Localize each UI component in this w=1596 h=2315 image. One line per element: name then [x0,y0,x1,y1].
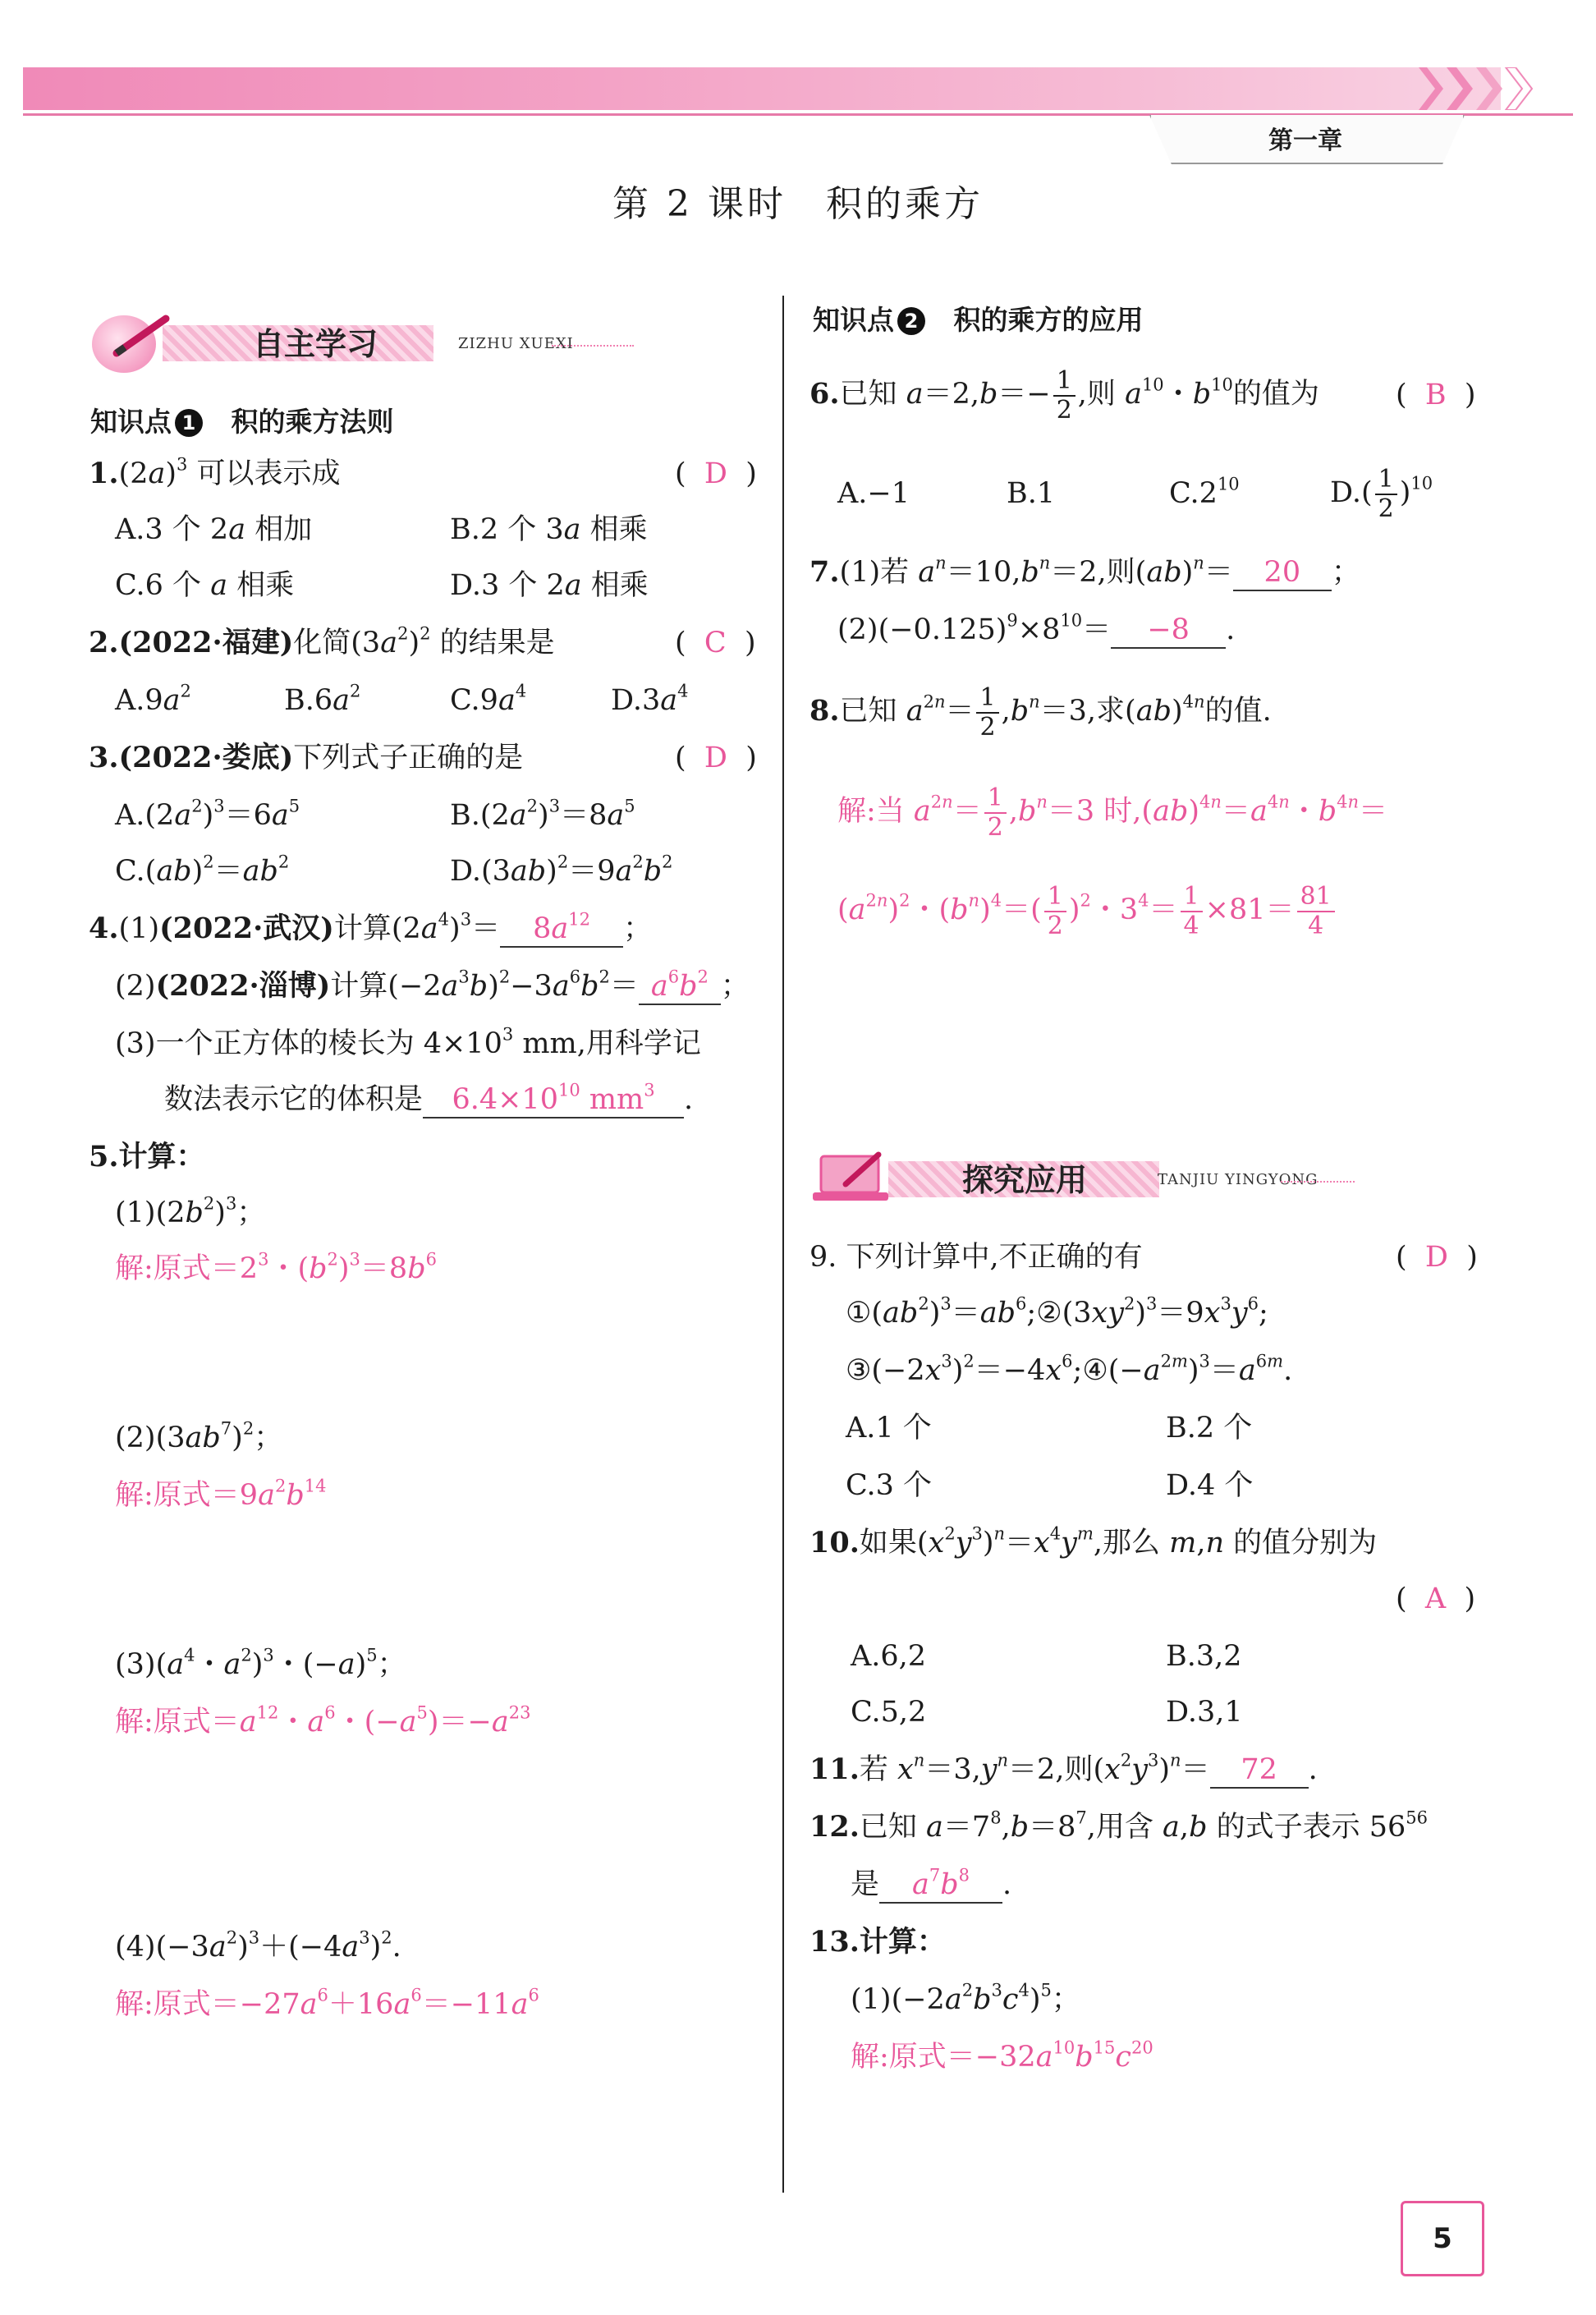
question-13: 13.计算： [809,1925,946,1959]
solution-5-1: 解:原式$=2^3$・$(b^2)^3=8b^6$ [115,1249,437,1285]
laptop-icon [813,1151,895,1212]
question-7-1: 7.(1)若 $a^n=10,b^n=2$,则(ab)$^n$＝ 20 ； [809,555,1360,591]
section-self-study-header [92,307,634,373]
question-6: 6.已知 a＝2,b＝− $\frac{1}{2}$ ,则 $a^{10}$・$b^{10}$的值为 [809,365,1319,425]
option: C.6 个 a 相乘 [115,569,295,602]
answer-paren-10: ( A ) [1396,1582,1476,1615]
question-5-4: $(4)(-3a^2)^3+(-4a^3)^2$. [115,1927,401,1964]
question-7-2: $(2)(-0.125)^9\times 8^{10}= -8$ . [837,613,1235,649]
question-5-2: $(2)(3ab^7)^2$； [115,1418,283,1454]
section-pinyin: ZIZHU XUEXI [458,335,574,352]
option: D.3,1 [1166,1696,1243,1729]
chevron-icon [1419,67,1583,110]
option: $C.9a^4$ [450,681,527,717]
answer-paren-1: ( D ) [675,457,757,490]
option: A.6,2 [851,1640,927,1673]
option: $D.3a^4$ [611,681,689,717]
option: B.2 个 [1166,1412,1253,1445]
question-2: 2.(2022·福建)化简$(3a^2)^2$ 的结果是 [89,623,555,659]
solution-5-4: 解:原式$=-27a^6+16a^6=-11a^6$ [115,1985,539,2021]
question-9-items-1: $①(ab^2)^3=ab^6;②(3xy^2)^3=9x^3y^6$; [846,1293,1268,1330]
question-9: 9. 下列计算中,不正确的有 [809,1241,1143,1274]
solution-13-1: 解:原式$=-32a^{10}b^{15}c^{20}$ [851,2037,1153,2074]
solution-5-3: 解:原式$=a^{12}$・$a^6$・$(-a^5)=-a^{23}$ [115,1702,531,1739]
answer-paren-9: ( D ) [1396,1241,1478,1274]
header-banner [23,67,1501,110]
option: $B.(2a^2)^3=8a^5$ [450,796,635,832]
question-3: 3.(2022·娄底)下列式子正确的是 [89,741,524,774]
question-4-3: (3)一个正方体的棱长为 $4\times 10^3$ mm,用科学记 [115,1024,701,1060]
knowledge-point-2: 知识点 2 积的乘方的应用 [813,304,1144,336]
option: $A.9a^2$ [115,681,191,717]
question-11: 11.若 $x^n=3,y^n=2$,则$(x^2y^3)^n= 72$ . [809,1752,1318,1789]
option: $A.(2a^2)^3=6a^5$ [115,796,300,832]
question-5: 5.计算： [89,1140,205,1174]
question-12-cont: 是 $a^7b^8$ . [851,1867,1011,1904]
question-4-2: (2)(2022·淄博)计算$(-2a^3b)^2-3a^6b^2= a^6b^2$ ； [115,969,750,1005]
question-9-items-2: $③(-2x^3)^2=-4x^6;④(-a^{2m})^3=a^{6m}$. [846,1351,1293,1387]
option: C.5,2 [851,1696,927,1729]
option: D.3 个 2a 相乘 [450,569,649,602]
option: A.3 个 2a 相加 [115,513,313,546]
answer-paren-2: ( C ) [675,627,756,659]
question-8: 8.已知 $a^{2n}=$ $\frac{1}{2}$ $,b^n=3$,求(ab)$^{4n}$的值. [809,682,1272,742]
section-explore-header [813,1143,1355,1209]
option: A.1 个 [846,1412,932,1445]
option: A.−1 [837,477,910,510]
question-5-1: $(1)(2b^2)^3$； [115,1193,266,1229]
page-number: 5 [1401,2201,1484,2276]
question-4-1: 4.(1)(2022·武汉)计算$(2a^4)^3= 8a^{12}$ ； [89,912,652,948]
question-12: 12.已知 $a=7^8,b=8^7$,用含 a,b 的式子表示 $56^{56}$ [809,1807,1428,1844]
option: D.4 个 [1166,1469,1254,1502]
option: D.( $\frac{1}{2}$ )$^{10}$ [1330,464,1433,523]
chapter-label: 第一章 [1268,126,1342,155]
question-5-3: $(3)(a^4$・$a^2)^3$・$(-a)^5$； [115,1645,406,1681]
question-4-3-cont: 数法表示它的体积是 $6.4\times 10^{10}$ $mm^3$ . [164,1082,693,1118]
solution-5-2: 解:原式$=9a^2b^{14}$ [115,1476,327,1512]
section-title: 自主学习 [253,326,378,362]
question-10: 10.如果$(x^2y^3)^n=x^4y^m$,那么 m,n 的值分别为 [809,1523,1378,1559]
option: $C.(ab)^2=ab^2$ [115,852,290,888]
section-pinyin: TANJIU YINGYONG [1158,1171,1319,1188]
knowledge-point-1: 知识点 1 积的乘方法则 [90,406,394,438]
solution-8-line2: $(a^{2n})^2$・$(b^n)^4=$( $\frac{1}{2}$ )$^2$・$3^4=$ $\frac{1}{4}$ ×81＝ $\frac{81}{4}$ [837,877,1337,943]
solution-8-line1: 解:当 $a^{2n}=$ $\frac{1}{2}$ $,b^n=3$ 时$,(ab)^{4n}=a^{4n}$・$b^{4n}=$ [837,783,1388,842]
section-title: 探究应用 [962,1162,1088,1198]
section-dotted-line [552,345,634,347]
option: $B.6a^2$ [284,681,361,717]
option: B.3,2 [1166,1640,1242,1673]
option: B.1 [1007,477,1056,510]
lesson-title: 第 2 课时 积的乘方 [612,183,984,225]
answer-paren-3: ( D ) [675,742,757,774]
option: $D.(3ab)^2=9a^2b^2$ [450,852,673,888]
question-13-1: $(1)(-2a^2b^3c^4)^5$； [851,1980,1080,2016]
section-dotted-line [1281,1181,1355,1183]
question-1: $1.(2a)^3$ 可以表示成 [89,454,341,490]
option: C.3 个 [846,1469,933,1502]
option: B.2 个 3a 相乘 [450,513,648,546]
answer-paren-6: ( B ) [1396,379,1476,411]
column-divider [782,296,784,2193]
option: $C.2^{10}$ [1169,474,1240,510]
